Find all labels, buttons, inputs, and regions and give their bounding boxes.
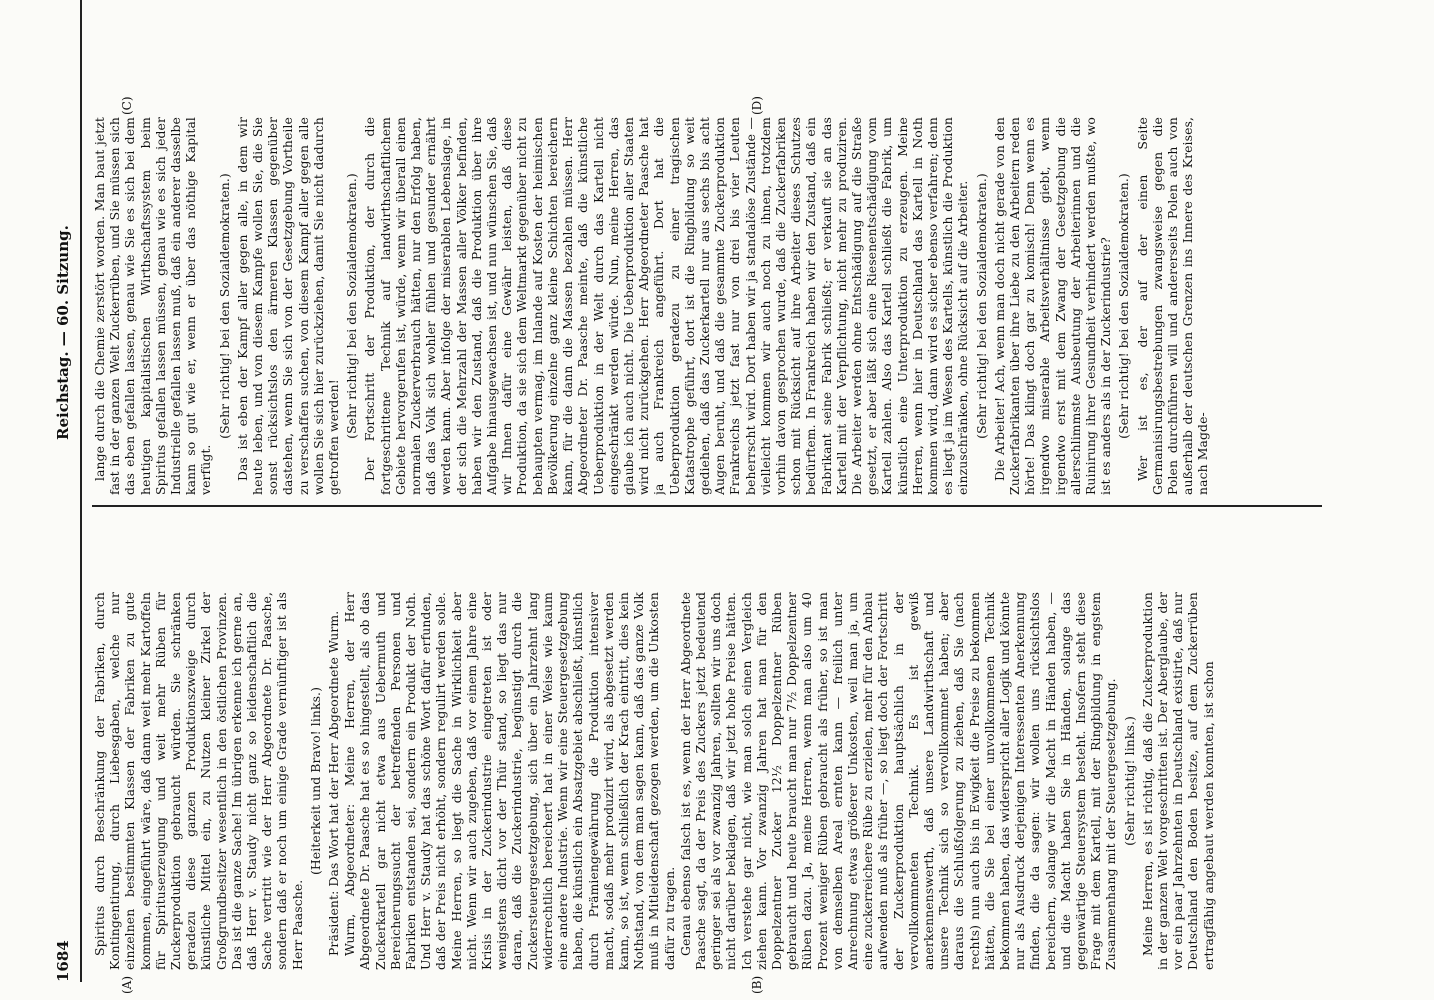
page-number: 1684: [54, 940, 72, 982]
paragraph: Meine Herren, es ist richtig, daß die Zuckerproduktion in der ganzen Welt vorgeschritten ist. Der Aberglaube, der vor ein paar Jahrzehnten in Deutschland existirte, daß nur Deutschland den Boden besitze, auf dem Zuckerrüben ertragfähig angebaut werden konnten, ist schon: [1139, 592, 1216, 970]
paragraph: Das ist eben der Kampf aller gegen alle, in dem wir heute leben, und von diesem Kampfe wollen Sie, die Sie sonst rücksichtslos den ärmeren Klassen gegenüber dastehen, wenn Sie sich von der Gesetzgebung Vortheile zu verschaffen suchen, von diesem Kampf aller gegen alle wollen Sie sich hier zurückziehen, damit Sie nicht dadurch getroffen werden!: [234, 117, 342, 495]
paragraph: Der Fortschritt der Produktion, der durch die fortgeschrittene Technik auf landwirthschaftlichem Gebiete hervorgerufen ist, würde, wenn wir überall einen normalen Zuckerverbrauch hätten, nur den Erfolg haben, daß das Volk sich wohler fühlen und gesunder ernährt werden kann. Aber infolge der miserablen Lebenslage, in der sich die Mehrzahl der Massen aller Völker befinden, haben wir den Zustand, daß die Produktion über ihre Aufgabe hinausgewachsen ist, und nun wünschen Sie, daß wir Ihnen dafür eine Gewähr leisten, daß diese Produktion, da sie sich dem Weltmarkt gegenüber nicht zu behaupten vermag, im Inlande auf Kosten der heimischen Bevölkerung einzelne ganz kleine Schichten bereichern kann, für die dann die Massen bezahlen müssen. Herr Abgeordneter Dr. Paasche meinte, daß die künstliche Ueberproduktion in der Welt durch das Kartell nicht eingeschränkt werden würde. Nun, meine Herren, das glaube ich auch nicht. Die Ueberproduktion aller Staaten wird nicht zurückgehen. Herr Abgeordneter Paasche hat ja auch Frankreich angeführt. Dort hat die Ueberproduktion geradezu zu einer tragischen Katastrophe geführt, dort ist die Ringbildung so weit gediehen, daß das Zuckerkartell nur aus sechs bis acht Augen beruht, und daß die gesammte Zuckerproduktion Frankreichs jetzt fast nur von drei bis vier Leuten beherrscht wird. Dort haben wir ja standalöse Zustände — vielleicht kommen wir auch noch zu ihnen, trotzdem vorhin davon gesprochen wurde, daß die Zuckerfabriken schon mit Rücksicht auf ihre Arbeiter dieses Schutzes bedürftem. In Frankreich haben wir den Zustand, daß ein Fabrikant seine Fabrik schließt; er verkauft sie an das Kartell mit der Verpflichtung, nicht mehr zu produziren. Die Arbeiter werden ohne Entschädigung auf die Straße gesetzt, er aber läßt sich eine Riesenentschädigung vom Kartell zahlen. Also das Kartell schließt die Fabrik, um künstlich eine Unterproduktion zu erzeugen. Meine Herren, wenn hier in Deutschland das Kartell in Noth kommen wird, dann wird es sicher ebenso verfahren; denn es liegt ja im Wesen des Kartells, künstlich die Produktion einzuschränken, ohne Rücksicht auf die Arbeiter.: [362, 117, 971, 495]
interjection: (Sehr richtig! bei den Sozialdemokraten.): [973, 173, 989, 439]
paragraph: Genau ebenso falsch ist es, wenn der Herr Abgeordnete Paasche sagt, da der Preis des Zuckers jetzt bedeutend geringer sei als vor zwanzig Jahren, sollten wir uns doch nicht darüber beklagen, daß wir jetzt hohe Preise hätten. Ich verstehe gar nicht, wie man solch einen Vergleich ziehen kann. Vor zwanzig Jahren hat man für den Doppelzentner Zucker 12½ Doppelzentner Rüben gebraucht und heute braucht man nur 7½ Doppelzentner Rüben dazu. Ja, meine Herren, wenn man also um 40 Prozent weniger Rüben gebraucht als früher, so ist man von demselben Areal ernten kann — freilich unter Anrechnung etwas größerer Unkosten, weil man ja, um eine zuckerreichere Rübe zu erzielen, mehr für den Anbau aufwenden muß als früher —, so liegt doch der Fortschritt der Zuckerproduktion hauptsächlich in der vervollkommneten Technik. Es ist gewiß anerkennenswerth, daß unsere Landwirthschaft und unsere Technik sich so vervollkommnet haben; aber daraus die Schlußfolgerung zu ziehen, daß Sie (nach rechts) nun auch bis in Ewigkeit die Preise zu bekommen hätten, die Sie bei einer unvollkommenen Technik bekommen haben, das widerspricht aller Logik und könnte nur als Ausdruck derjenigen Interessenten Anerkennung finden, die da sagen: wir wollen uns rücksichtslos bereichern, solange wir die Macht in Händen haben, — und die Macht haben Sie in Händen, solange das gegenwärtige Steuersystem besteht. Insofern steht diese Frage mit dem Kartell, mit der Ringbildung in engstem Zusammenhang mit der Steuergesetzgebung.: [677, 592, 1119, 970]
header-left-title: Reichstag. — 60. Sitzung.: [54, 225, 72, 440]
text-column-left: [92, 592, 1322, 970]
margin-marker-a: (A): [120, 975, 134, 994]
paragraph: Wer ist es, der auf der einen Seite Germanisirungsbestrebungen zwangsweise gegen die Polen durchführen will und andererseits Polen auch von außerhalb der deutschen Grenzen ins Innere des Kreises, nach Magde-: [1134, 117, 1211, 495]
text-column-right: [92, 117, 1322, 495]
interjection: (Sehr richtig! bei den Sozialdemokraten.): [1116, 173, 1132, 439]
paragraph: Spiritus durch Beschränkung der Fabriken, durch Kontingentirung, durch Liebesgaben, welche nur einzelnen bestimmten Klassen der Fabriken zu gute kommen, eingeführt wäre, daß dann weit mehr Kartoffeln für Spirituserzeugung und weit mehr Rüben für Zuckerproduktion gebraucht würden. Sie schränken geradezu diese ganzen Produktionszweige durch künstliche Mittel ein, zu Nutzen kleiner Zirkel der Großgrundbesitzer wesentlich in den östlichen Provinzen. Das ist die ganze Sache! Im übrigen erkenne ich gerne an, daß Herr v. Staudy nicht ganz so leidenschaftlich die Sache vertritt wie der Herr Abgeordnete Dr. Paasche, sondern daß er noch um einige Grade vernünftiger ist als Herr Paasche.: [92, 592, 305, 970]
interjection: (Sehr richtig! bei den Sozialdemokraten.): [216, 173, 232, 439]
paragraph: Wurm, Abgeordneter: Meine Herren, der Herr Abgeordnete Dr. Paasche hat es so hingestellt, als ob das Zuckerkartell gar nicht etwa aus Uebermuth und Bereicherungssucht der betreffenden Personen und Fabriken entstanden sei, sondern ein Produkt der Noth. Und Herr v. Staudy hat das schöne Wort dafür erfunden, daß der Preis nicht erhöht, sondern regulirt werden solle. Meine Herren, so liegt die Sache in Wirklichkeit aber nicht. Wenn wir auch zugeben, daß vor einem Jahre eine Krisis in der Zuckerindustrie eingetreten ist oder wenigstens dicht vor der Thür stand, so liegt das nur daran, daß die Zuckerindustrie, begünstigt durch die Zuckersteuergesetzgebung, sich über ein Jahrzehnt lang widerrechtlich bereichert hat in einer Weise wie kaum eine andere Industrie. Wenn wir eine Steuergesetzgebung haben, die künstlich ein Absatzgebiet abschließt, künstlich durch Prämiengewährung die Produktion intensiver macht, sodaß mehr produzirt wird, als abgesetzt werden kann, so ist, wenn schließlich der Krach eintritt, dies kein Nothstand, von dem man sagen kann, daß das ganze Volk muß in Mitleidenschaft gezogen werden, um die Unkosten dafür zu tragen.: [342, 592, 677, 970]
paragraph: lange durch die Chemie zerstört worden. Man baut jetzt fast in der ganzen Welt Zuckerrüben, und Sie müssen sich das eben gefallen lassen, genau wie Sie es sich bei dem heutigen kapitalistischen Wirthschaftssystem beim Spiritus gefallen lassen müssen, genau wie es sich jeder Industrielle gefallen lassen muß, daß ein anderer dasselbe kann so gut wie er, wenn er über das nöthige Kapital verfügt.: [92, 117, 214, 495]
header-rule: [80, 0, 82, 982]
paragraph: Präsident: Das Wort hat der Herr Abgeordnete Wurm.: [326, 610, 342, 956]
margin-marker-c: (C): [120, 96, 134, 115]
interjection: (Heiterkeit und Bravo! links.): [307, 686, 323, 876]
paragraph: Die Arbeiter! Ach, wenn man doch nicht gerade von den Zuckerfabrikanten über ihre Liebe zu den Arbeitern reden hörte! Das klingt doch gar zu komisch! Denn wenn es irgendwo miserable Arbeitsverhältnisse giebt, wenn irgendwo erst mit dem Zwang der Gesetzgebung die allerschlimmste Ausbeutung der Arbeiterinnen und die Ruinirung ihrer Gesundheit verhindert werden mußte, wo ist es anders als in der Zuckerindustrie?: [991, 117, 1114, 495]
interjection: (Sehr richtig! links.): [1121, 716, 1137, 846]
margin-marker-b: (B): [750, 975, 764, 994]
margin-marker-d: (D): [750, 96, 764, 115]
interjection: (Sehr richtig! bei den Sozialdemokraten.): [344, 173, 360, 439]
column-divider: [92, 505, 1322, 507]
page-header: [54, 0, 78, 1000]
